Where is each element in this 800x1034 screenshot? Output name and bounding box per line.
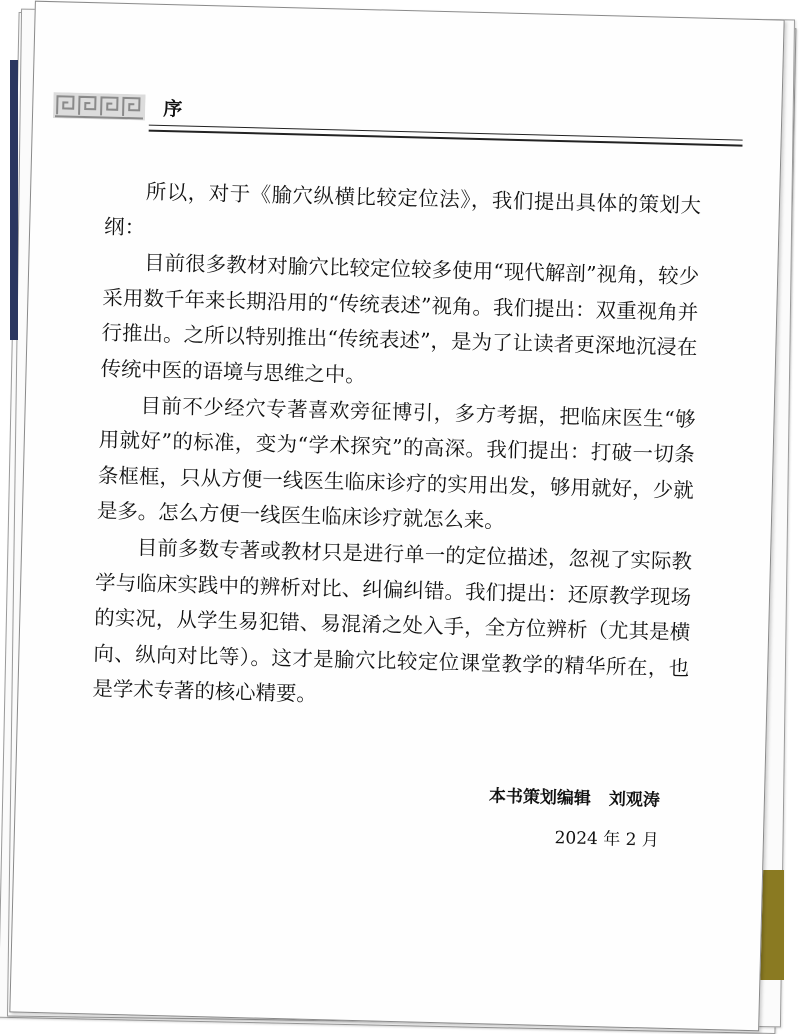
section-title: 序 bbox=[162, 97, 183, 121]
paragraph: 所以，对于《腧穴纵横比较定位法》，我们提出具体的策划大纲： bbox=[103, 179, 702, 240]
paragraph: 目前不少经穴专著喜欢旁征博引，多方考据，把临床医生“够用就好”的标准，变为“学术探究”的高深。我们提出：打破一切条条框框，只从方便一线医生临床诊疗的实用出发，够用就好，少就是多。怎么方便一线医生临床诊疗就怎么来。 bbox=[96, 393, 696, 534]
signature-date: 2024 年 2 月 bbox=[554, 828, 660, 851]
fret-pattern-icon bbox=[53, 92, 146, 120]
paragraph: 目前很多教材对腧穴比较定位较多使用“现代解剖”视角，较少采用数千年来长期沿用的“传统表述”视角。我们提出：双重视角并行推出。之所以特别推出“传统表述”，是为了让读者更深地沉浸在传统中医的语境与思维之中。 bbox=[100, 250, 700, 388]
signature-line bbox=[396, 779, 661, 811]
document-page bbox=[9, 1, 784, 1032]
paragraph: 目前多数专著或教材只是进行单一的定位描述，忽视了实际教学与临床实践中的辨析对比、纠偏纠错。我们提出：还原教学现场的实况，从学生易犯错、易混淆之处入手，全方位辨析（尤其是横向、纵向对比等）。这才是腧穴比较定位课堂教学的精华所在，也是学术专著的核心精要。 bbox=[92, 535, 693, 707]
signature-name: 刘观涛 bbox=[608, 789, 661, 811]
preface-body bbox=[92, 174, 701, 723]
signature-role: 本书策划编辑 bbox=[488, 786, 592, 809]
cover-edge-navy bbox=[10, 60, 18, 340]
page-header bbox=[53, 86, 744, 143]
